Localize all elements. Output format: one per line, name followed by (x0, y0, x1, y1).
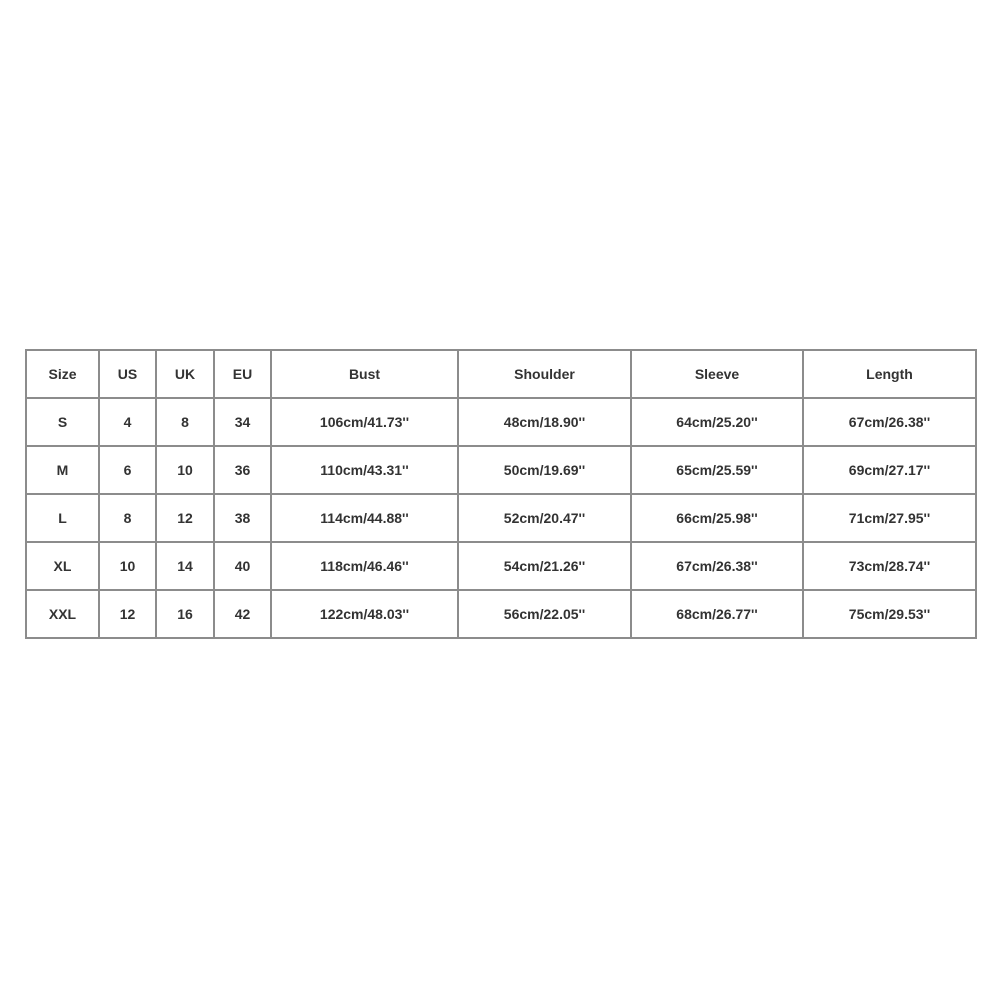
cell-length: 75cm/29.53'' (803, 590, 976, 638)
cell-shoulder: 50cm/19.69'' (458, 446, 631, 494)
cell-us: 6 (99, 446, 156, 494)
cell-eu: 40 (214, 542, 271, 590)
header-size: Size (26, 350, 99, 398)
cell-eu: 42 (214, 590, 271, 638)
cell-size: S (26, 398, 99, 446)
cell-bust: 106cm/41.73'' (271, 398, 458, 446)
table-row (26, 446, 976, 494)
cell-eu: 38 (214, 494, 271, 542)
cell-shoulder: 56cm/22.05'' (458, 590, 631, 638)
cell-length: 69cm/27.17'' (803, 446, 976, 494)
cell-us: 8 (99, 494, 156, 542)
cell-us: 4 (99, 398, 156, 446)
cell-size: XXL (26, 590, 99, 638)
cell-sleeve: 68cm/26.77'' (631, 590, 803, 638)
header-sleeve: Sleeve (631, 350, 803, 398)
cell-length: 73cm/28.74'' (803, 542, 976, 590)
cell-sleeve: 64cm/25.20'' (631, 398, 803, 446)
table-row (26, 494, 976, 542)
cell-size: L (26, 494, 99, 542)
cell-size: XL (26, 542, 99, 590)
cell-uk: 12 (156, 494, 214, 542)
cell-bust: 114cm/44.88'' (271, 494, 458, 542)
header-us: US (99, 350, 156, 398)
table-header-row (26, 350, 976, 398)
size-chart-table (25, 349, 977, 639)
cell-sleeve: 65cm/25.59'' (631, 446, 803, 494)
header-eu: EU (214, 350, 271, 398)
cell-uk: 8 (156, 398, 214, 446)
cell-uk: 10 (156, 446, 214, 494)
cell-eu: 36 (214, 446, 271, 494)
table-row (26, 542, 976, 590)
header-shoulder: Shoulder (458, 350, 631, 398)
cell-length: 67cm/26.38'' (803, 398, 976, 446)
cell-shoulder: 54cm/21.26'' (458, 542, 631, 590)
cell-size: M (26, 446, 99, 494)
cell-sleeve: 67cm/26.38'' (631, 542, 803, 590)
cell-bust: 122cm/48.03'' (271, 590, 458, 638)
cell-bust: 118cm/46.46'' (271, 542, 458, 590)
cell-eu: 34 (214, 398, 271, 446)
cell-shoulder: 52cm/20.47'' (458, 494, 631, 542)
cell-uk: 14 (156, 542, 214, 590)
cell-us: 12 (99, 590, 156, 638)
header-bust: Bust (271, 350, 458, 398)
cell-length: 71cm/27.95'' (803, 494, 976, 542)
cell-uk: 16 (156, 590, 214, 638)
table-row (26, 590, 976, 638)
cell-shoulder: 48cm/18.90'' (458, 398, 631, 446)
cell-us: 10 (99, 542, 156, 590)
header-uk: UK (156, 350, 214, 398)
table-row (26, 398, 976, 446)
cell-bust: 110cm/43.31'' (271, 446, 458, 494)
header-length: Length (803, 350, 976, 398)
cell-sleeve: 66cm/25.98'' (631, 494, 803, 542)
